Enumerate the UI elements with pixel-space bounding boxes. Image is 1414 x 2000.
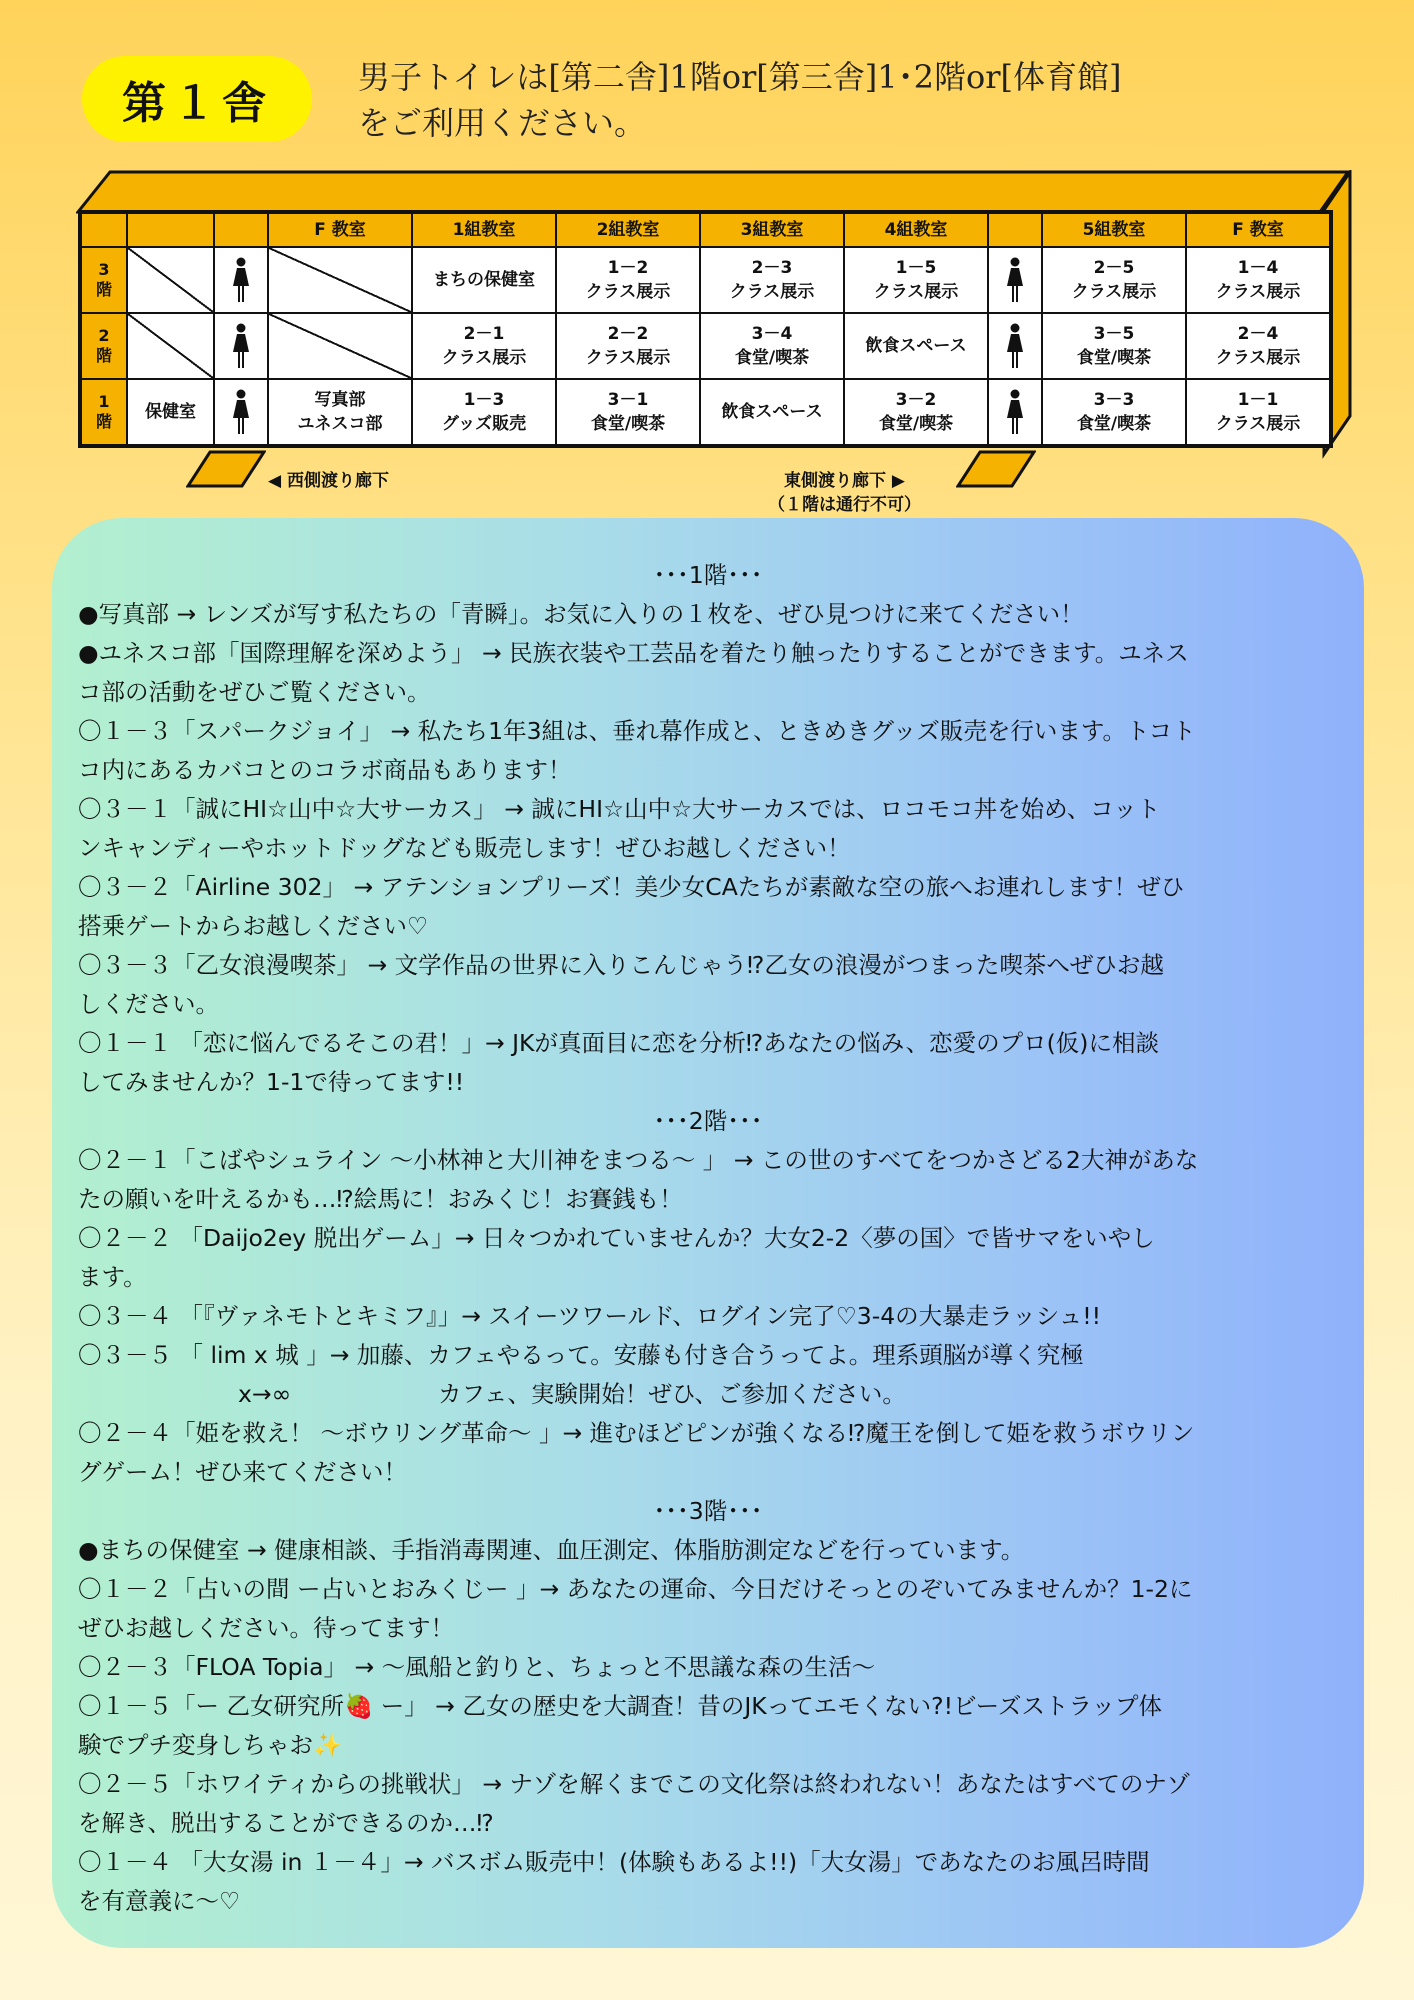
map-header-cell (214, 213, 268, 247)
floor-label (81, 379, 127, 445)
floor-map (78, 210, 1333, 448)
cell-text: クラス展示 (441, 348, 527, 368)
event-line: 〇２－４「姫を救え！ 〜ボウリング革命〜 」→ 進むほどピンが強くなる⁉魔王を倒して姫を救うボウリン (78, 1419, 1195, 1447)
cell-text: 2－5 (1093, 258, 1135, 278)
event-line: コ内にあるカバコとのコラボ商品もあります！ (78, 756, 572, 784)
cell-text: 2－2 (607, 324, 649, 344)
cell-text: クラス展示 (585, 348, 671, 368)
cell-text: 1－2 (607, 258, 649, 278)
unused-cell (268, 313, 412, 379)
woman-toilet-icon (1005, 323, 1025, 369)
event-line: カフェ、実験開始！ぜひ、ご参加ください。 (438, 1380, 906, 1408)
room-cell (700, 247, 844, 313)
cell-text: 食堂/喫茶 (734, 348, 810, 368)
event-line: ●写真部 → レンズが写す私たちの「青瞬」。お気に入りの１枚を、ぜひ見つけに来てください！ (78, 600, 1084, 628)
notice-line-1: 男子トイレは[第二舎]1階or[第三舎]1･2階or[体育館] (358, 58, 1122, 96)
room-cell (1042, 379, 1186, 445)
event-line: ンキャンディーやホットドッグなども販売します！ぜひお越しください！ (78, 834, 851, 862)
event-line: グゲーム！ぜひ来てください！ (78, 1458, 407, 1486)
event-line: 〇２－５「ホワイティからの挑戦状」 → ナゾを解くまでこの文化祭は終われない！あなたはすべてのナゾ (78, 1770, 1191, 1798)
west-corridor-label: ◀ 西側渡り廊下 (268, 471, 389, 491)
event-line: 〇３－３「乙女浪漫喫茶」 → 文学作品の世界に入りこんじゃう⁉乙女の浪漫がつまった喫茶へぜひお越 (78, 951, 1164, 979)
map-header-cell: 4組教室 (844, 213, 988, 247)
cell-text: 階 (95, 412, 112, 431)
room-cell (556, 313, 700, 379)
event-line: 〇２－２ 「Daijo2ey 脱出ゲーム」→ 日々つかれていませんか？大女2-2〈夢の国〉で皆サマをいやし (78, 1224, 1155, 1252)
event-line: 〇３－４ 「『ヴァネモトとキミフ』」→ スイーツワールド、ログイン完了♡3-4の大暴走ラッシュ!! (78, 1302, 1102, 1330)
cell-text: 1－5 (895, 258, 937, 278)
room-cell (412, 247, 556, 313)
cell-text: 飲食スペース (721, 402, 823, 422)
woman-toilet-icon (1005, 389, 1025, 435)
event-line: ●まちの保健室 → 健康相談、手指消毒関連、血圧測定、体脂肪測定などを行っています。 (78, 1536, 1025, 1564)
cell-text: 2－4 (1237, 324, 1279, 344)
woman-toilet-icon (1005, 257, 1025, 303)
room-cell (412, 379, 556, 445)
cell-text: 1 (98, 392, 110, 411)
room-cell (1042, 313, 1186, 379)
room-cell (1186, 379, 1330, 445)
room-cell (700, 313, 844, 379)
room-cell (844, 379, 988, 445)
cell-text: 2－1 (463, 324, 505, 344)
event-line: 〇１－５「ー 乙女研究所🍓 ー」 → 乙女の歴史を大調査！昔のJKってエモくない?!ビーズストラップ体 (78, 1692, 1162, 1720)
event-line: を有意義に〜♡ (78, 1887, 241, 1915)
event-line: してみませんか？1-1で待ってます!! (78, 1068, 465, 1096)
room-cell (844, 247, 988, 313)
notice-line-2: をご利用ください。 (358, 104, 647, 142)
event-line: 〇１－１ 「恋に悩んでるそこの君！」→ JKが真面目に恋を分析⁉あなたの悩み、恋愛のプロ(仮)に相談 (78, 1029, 1159, 1057)
event-line: 〇２－１「こばやシュライン 〜小林神と大川神をまつる〜 」 → この世のすべてをつかさどる2大神があな (78, 1146, 1199, 1174)
unused-cell (268, 247, 412, 313)
room-cell (127, 379, 214, 445)
cell-text: 階 (95, 346, 112, 365)
map-header-cell: F 教室 (1186, 213, 1330, 247)
cell-text: 食堂/喫茶 (878, 414, 954, 434)
cell-text: クラス展示 (1215, 414, 1301, 434)
unused-cell (127, 247, 214, 313)
cell-text: 保健室 (145, 402, 196, 422)
cell-text: クラス展示 (1215, 348, 1301, 368)
cell-text: 1－3 (463, 390, 505, 410)
map-header-cell: 5組教室 (1042, 213, 1186, 247)
event-line: 〇３－５ 「 lim x 城 」→ 加藤、カフェやるって。安藤も付き合うってよ。理系頭脳が導く究極 (78, 1341, 1084, 1369)
cell-text: まちの保健室 (433, 270, 535, 290)
toilet-cell (214, 313, 268, 379)
woman-toilet-icon (231, 323, 251, 369)
cell-text: 食堂/喫茶 (1076, 414, 1152, 434)
event-line: たの願いを叶えるかも…⁉絵馬に！おみくじ！お賽銭も！ (78, 1185, 683, 1213)
event-line: コ部の活動をぜひご覧ください。 (78, 678, 431, 706)
event-line: を解き、脱出することができるのか…⁉ (78, 1809, 494, 1837)
cell-text: クラス展示 (729, 282, 815, 302)
cell-text: クラス展示 (1215, 282, 1301, 302)
event-line: 〇３－２「Airline 302」 → アテンションプリーズ！美少女CAたちが素敵な空の旅へお連れします！ぜひ (78, 873, 1185, 901)
event-descriptions (78, 556, 1338, 1921)
floor-heading: ･･･2階･･･ (653, 1107, 763, 1135)
cell-text: グッズ販売 (441, 414, 527, 434)
map-header-cell: 1組教室 (412, 213, 556, 247)
map-header-cell: F 教室 (268, 213, 412, 247)
restroom-notice (358, 54, 1258, 146)
floor-label (81, 247, 127, 313)
room-cell (556, 379, 700, 445)
event-line: しください。 (78, 990, 219, 1018)
cell-text: 3－5 (1093, 324, 1135, 344)
woman-toilet-icon (231, 389, 251, 435)
floor-heading: ･･･3階･･･ (653, 1497, 763, 1525)
room-cell (268, 379, 412, 445)
floor-heading: ･･･1階･･･ (653, 561, 763, 589)
cell-text: 3 (98, 260, 110, 279)
cell-text: 3－1 (607, 390, 649, 410)
room-cell (1042, 247, 1186, 313)
event-line: 搭乗ゲートからお越しください♡ (78, 912, 429, 940)
room-cell (1186, 247, 1330, 313)
woman-toilet-icon (231, 257, 251, 303)
east-corridor-label: 東側渡り廊下 ▶ (784, 471, 905, 491)
map-header-cell (127, 213, 214, 247)
east-corridor-note: （１階は通行不可） (768, 495, 921, 515)
unused-cell (127, 313, 214, 379)
cell-text: 1－4 (1237, 258, 1279, 278)
toilet-cell (214, 247, 268, 313)
event-line: 〇１－３「スパークジョイ」 → 私たち1年3組は、垂れ幕作成と、ときめきグッズ販売を行います。トコト (78, 717, 1196, 745)
map-header-cell: 2組教室 (556, 213, 700, 247)
cell-text: 飲食スペース (865, 336, 967, 356)
cell-text: 3－4 (751, 324, 793, 344)
cell-text: クラス展示 (1071, 282, 1157, 302)
cell-text: クラス展示 (873, 282, 959, 302)
event-line: 〇２－３「FLOA Topia」 → 〜風船と釣りと、ちょっと不思議な森の生活〜 (78, 1653, 876, 1681)
room-cell (700, 379, 844, 445)
cell-text: ユネスコ部 (297, 414, 383, 434)
room-cell (1186, 313, 1330, 379)
toilet-cell (988, 247, 1042, 313)
room-cell (556, 247, 700, 313)
cell-text: 3－3 (1093, 390, 1135, 410)
cell-text: 2 (98, 326, 110, 345)
map-header-cell: 3組教室 (700, 213, 844, 247)
cell-text: 写真部 (314, 390, 366, 410)
event-line: 〇３－１「誠にHI☆山中☆大サーカス」 → 誠にHI☆山中☆大サーカスでは、ロコモコ丼を始め、コット (78, 795, 1161, 823)
cell-text: 食堂/喫茶 (1076, 348, 1152, 368)
map-header-cell (81, 213, 127, 247)
event-line: x→∞ (238, 1380, 292, 1408)
west-corridor-ramp (186, 450, 266, 490)
cell-text: 1－1 (1237, 390, 1279, 410)
room-cell (844, 313, 988, 379)
toilet-cell (214, 379, 268, 445)
floor-label (81, 313, 127, 379)
east-corridor-ramp (956, 450, 1036, 490)
event-line: ます。 (78, 1263, 147, 1291)
map-header-cell (988, 213, 1042, 247)
cell-text: 2－3 (751, 258, 793, 278)
event-line: 〇１－４ 「大女湯 in １－４」→ バスボム販売中！(体験もあるよ!!)「大女湯」であなたのお風呂時間 (78, 1848, 1150, 1876)
toilet-cell (988, 379, 1042, 445)
cell-text: 3－2 (895, 390, 937, 410)
room-cell (412, 313, 556, 379)
event-line: 験でプチ変身しちゃお✨ (78, 1731, 343, 1759)
building-badge: 第１舎 (82, 56, 312, 142)
cell-text: 食堂/喫茶 (590, 414, 666, 434)
event-line: ぜひお越しください。待ってます！ (78, 1614, 454, 1642)
event-line: 〇１－２「占いの間 ー占いとおみくじー 」→ あなたの運命、今日だけそっとのぞいてみませんか？1-2に (78, 1575, 1193, 1603)
event-line: ●ユネスコ部「国際理解を深めよう」 → 民族衣装や工芸品を着たり触ったりすることができます。ユネス (78, 639, 1189, 667)
cell-text: 階 (95, 280, 112, 299)
toilet-cell (988, 313, 1042, 379)
cell-text: クラス展示 (585, 282, 671, 302)
